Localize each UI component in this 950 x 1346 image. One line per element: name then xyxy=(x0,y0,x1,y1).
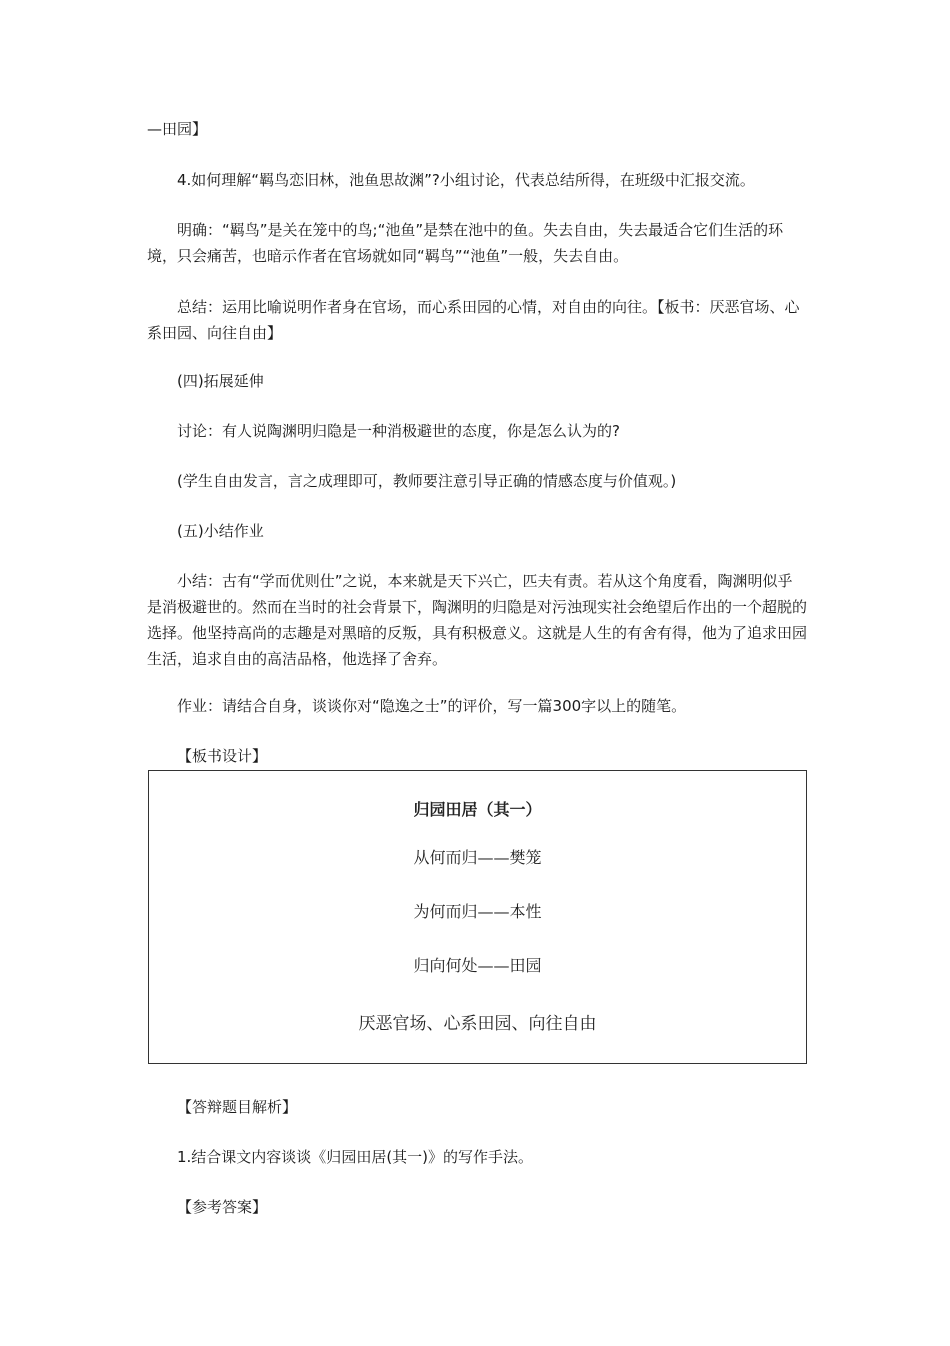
heading-defense-analysis: 【答辩题目解析】 xyxy=(177,1098,298,1116)
paragraph-lesson-summary: 小结：古有“学而优则仕”之说，本来就是天下兴亡，匹夫有责。若从这个角度看，陶渊明似乎是消极避世的。然而在当时的社会背景下，陶渊明的归隐是对污浊现实社会绝望后作出的一个超脱的选择。他坚持高尚的志趣是对黑暗的反叛，具有积极意义。这就是人生的有舍有得，他为了追求田园生活，追求自由的高洁品格，他选择了舍弃。 xyxy=(147,572,808,668)
paragraph-student-note: (学生自由发言，言之成理即可，教师要注意引导正确的情感态度与价值观。) xyxy=(177,472,677,490)
board-row-why: 为何而归——本性 xyxy=(413,902,542,921)
paragraph-question-4: 4.如何理解“羁鸟恋旧林，池鱼思故渊”?小组讨论，代表总结所得，在班级中汇报交流。 xyxy=(177,171,755,189)
board-title: 归园田居（其一） xyxy=(413,800,542,819)
board-summary: 厌恶官场、心系田园、向往自由 xyxy=(358,1014,597,1034)
section-heading-extension: (四)拓展延伸 xyxy=(177,372,264,390)
paragraph-homework: 作业：请结合自身，谈谈你对“隐逸之士”的评价，写一篇300字以上的随笔。 xyxy=(177,697,687,715)
heading-reference-answer: 【参考答案】 xyxy=(177,1198,268,1216)
section-heading-summary-homework: (五)小结作业 xyxy=(177,522,264,540)
paragraph-discussion: 讨论：有人说陶渊明归隐是一种消极避世的态度，你是怎么认为的? xyxy=(177,422,620,440)
paragraph-continuation: —田园】 xyxy=(147,120,208,138)
board-row-to-where: 归向何处——田园 xyxy=(413,956,542,975)
paragraph-defense-question-1: 1.结合课文内容谈谈《归园田居(其一)》的写作手法。 xyxy=(177,1148,534,1166)
board-row-from-where: 从何而归——樊笼 xyxy=(413,848,542,867)
board-design-box xyxy=(148,770,807,1064)
paragraph-summary: 总结：运用比喻说明作者身在官场，而心系田园的心情，对自由的向往。【板书：厌恶官场、心系田园、向往自由】 xyxy=(147,298,800,342)
heading-board-design: 【板书设计】 xyxy=(177,747,268,765)
paragraph-clarification: 明确：“羁鸟”是关在笼中的鸟;“池鱼”是禁在池中的鱼。失去自由，失去最适合它们生活的环境，只会痛苦，也暗示作者在官场就如同“羁鸟”“池鱼”一般，失去自由。 xyxy=(147,221,784,265)
